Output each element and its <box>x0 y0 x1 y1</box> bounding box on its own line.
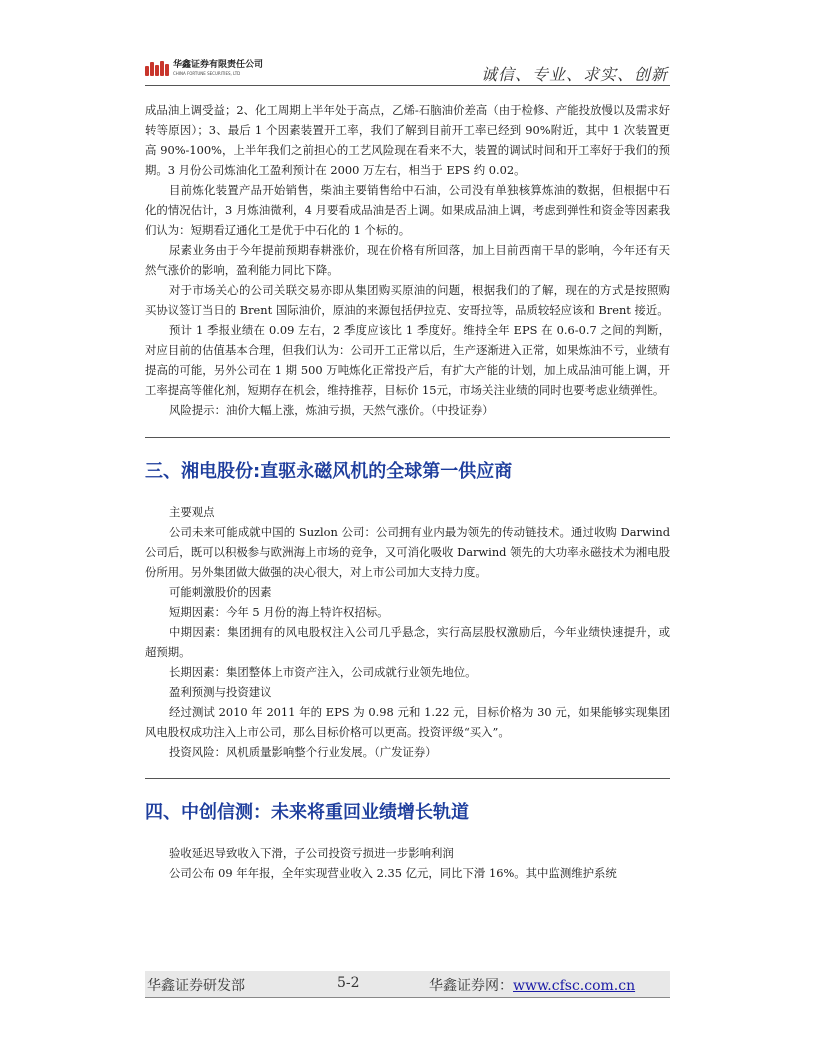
paragraph: 公司未来可能成就中国的 Suzlon 公司：公司拥有业内最为领先的传动链技术。通过收购 Darwind 公司后，既可以积极参与欧洲海上市场的竞争，又可消化吸收 Darwind 领先的大功率永磁技术为湘电股份所用。另外集团做大做强的决心很大，对上市公司加大支持力度。 <box>145 525 670 579</box>
paragraph: 对于市场关心的公司关联交易亦即从集团购买原油的问题，根据我们的了解，现在的方式是按照购买协议签订当日的 Brent 国际油价，原油的来源包括伊拉克、安哥拉等，品质较轻应该和 Brent 接近。 <box>145 283 670 317</box>
page-header <box>145 52 670 86</box>
logo-name-en: CHINA FORTUNE SECURITIES, LTD <box>173 70 241 76</box>
paragraph: 中期因素：集团拥有的风电股权注入公司几乎悬念，实行高层股权激励后，今年业绩快速提升，或超预期。 <box>145 625 670 659</box>
subheading: 盈利预测与投资建议 <box>169 685 272 699</box>
paragraph: 投资风险：风机质量影响整个行业发展。（广发证券） <box>169 745 437 759</box>
paragraph: 长期因素：集团整体上市资产注入，公司成就行业领先地位。 <box>169 665 477 679</box>
section-title: 三、湘电股份:直驱永磁风机的全球第一供应商 <box>145 461 513 482</box>
header-divider <box>145 85 670 86</box>
page-footer <box>145 971 670 998</box>
subheading: 验收延迟导致收入下滑，子公司投资亏损进一步影响利润 <box>169 846 454 860</box>
paragraph: 目前炼化装置产品开始销售，柴油主要销售给中石油，公司没有单独核算炼油的数据，但根据中石化的情况估计，3 月炼油微利，4 月要看成品油是否上调。如果成品油上调，考虑到弹性和资金等因素我们认为：短期看辽通化工是优于中石化的 1 个标的。 <box>145 183 670 237</box>
company-motto: 诚信、专业、求实、创新 <box>480 65 668 84</box>
paragraph: 经过测试 2010 年 2011 年的 EPS 为 0.98 元和 1.22 元，目标价格为 30 元，如果能够实现集团风电股权成功注入上市公司，那么目标价格可以更高。投资评级“买入”。 <box>145 705 670 739</box>
footer-site <box>429 975 635 995</box>
paragraph: 公司公布 09 年年报，全年实现营业收入 2.35 亿元，同比下滑 16%。其中监测维护系统 <box>169 866 617 880</box>
footer-site-label: 华鑫证券网： <box>429 978 513 994</box>
paragraph: 成品油上调受益；2、化工周期上半年处于高点，乙烯-石脑油价差高（由于检修、产能投放慢以及需求好转等原因）；3、最后 1 个因素装置开工率，我们了解到目前开工率已经到 90%附近，其中 1 次装置更高 90%-100%，上半年我们之前担心的工艺风险现在看来不大，装置的调试时间和开工率好于我们的预期。3 月份公司炼油化工盈利预计在 2000 万左右，相当于 EPS 约 0.02。 <box>145 103 670 177</box>
website-link[interactable]: www.cfsc.com.cn <box>513 978 636 994</box>
logo-mark-icon <box>145 61 169 76</box>
paragraph: 尿素业务由于今年提前预期春耕涨价，现在价格有所回落，加上目前西南干旱的影响，今年还有天然气涨价的影响，盈利能力同比下降。 <box>145 243 670 277</box>
paragraph: 预计 1 季报业绩在 0.09 左右，2 季度应该比 1 季度好。维持全年 EPS 在 0.6-0.7 之间的判断，对应目前的估值基本合理，但我们认为：公司开工正常以后，生产逐渐进入正常，如果炼油不亏，业绩有提高的可能，另外公司在 1 期 500 万吨炼化正常投产后，有扩大产能的计划，加上成品油可能上调，开工率提高等催化剂，短期存在机会，维持推荐，目标价 15元，市场关注业绩的同时也要考虑业绩弹性。 <box>145 323 670 397</box>
page-number: 5-2 <box>337 975 360 991</box>
paragraph: 短期因素：今年 5 月份的海上特许权招标。 <box>169 605 389 619</box>
report-body <box>145 100 670 883</box>
subheading: 可能刺激股价的因素 <box>169 585 272 599</box>
section-title: 四、中创信测：未来将重回业绩增长轨道 <box>145 802 469 823</box>
footer-department: 华鑫证券研发部 <box>147 978 245 994</box>
paragraph: 风险提示：油价大幅上涨，炼油亏损，天然气涨价。（中投证券） <box>169 403 494 417</box>
logo-name-cn: 华鑫证券有限责任公司 <box>173 59 264 70</box>
company-logo <box>145 58 263 78</box>
subheading: 主要观点 <box>169 505 215 519</box>
